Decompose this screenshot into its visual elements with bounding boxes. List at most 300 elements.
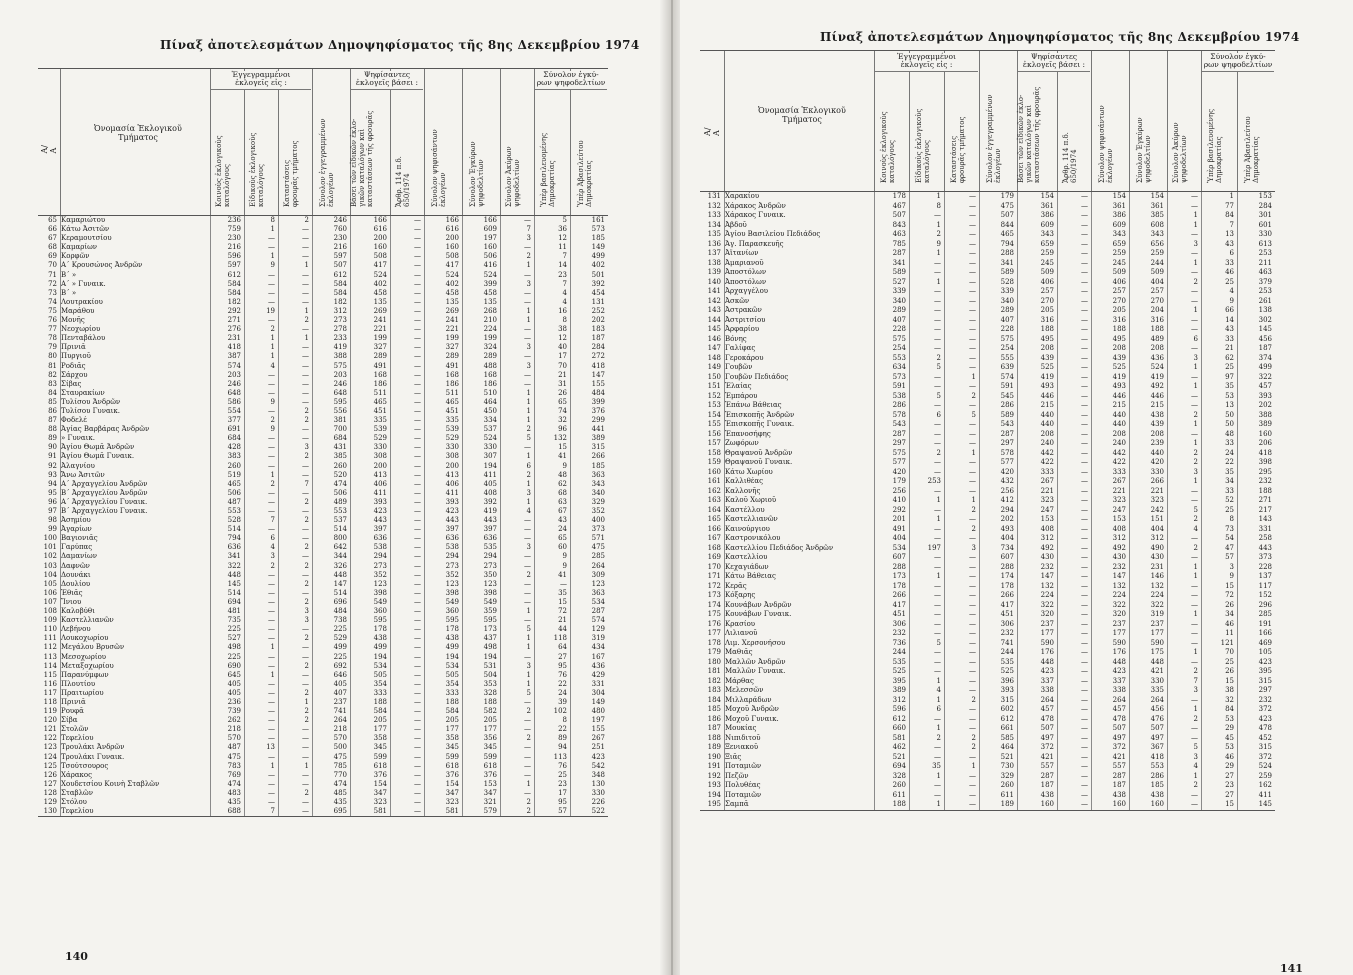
column-header-label: Σύνολον Ἐγκύρων ψηφοδελτίων (1136, 117, 1152, 183)
cell-value: 38 (558, 325, 567, 334)
table-header (700, 51, 1275, 192)
cell-value: 642 (333, 543, 347, 552)
cell-value: — (414, 497, 421, 506)
section-name: Τεφελίου (61, 807, 94, 816)
cell-value: 423 (1258, 657, 1272, 666)
cell-value: 485 (333, 788, 347, 797)
cell-value: — (1081, 192, 1088, 200)
cell-value: 504 (483, 670, 497, 679)
cell-value: 315 (591, 443, 605, 452)
cell-value: — (934, 467, 941, 476)
cell-value: 256 (892, 486, 906, 495)
cell-value: — (414, 488, 421, 497)
cell-value: 539 (373, 425, 387, 434)
cell-value: 221 (445, 325, 459, 334)
row-number: 164 (707, 505, 721, 514)
row-number: 193 (707, 781, 721, 789)
section-name: Παρανύμφων (61, 670, 109, 679)
cell-value: 495 (1040, 334, 1054, 343)
cell-value: 84 (1225, 211, 1234, 219)
row-number: 113 (43, 652, 57, 661)
cell-value: 507 (1150, 724, 1164, 732)
cell-value: 1 (526, 634, 531, 643)
column-header-c1 (874, 51, 910, 191)
section-name: Μελεσσῶν (725, 686, 764, 694)
cell-value: 3 (1193, 239, 1198, 248)
cell-value: 499 (1258, 363, 1272, 371)
table-row (700, 230, 1275, 240)
cell-value: 395 (892, 676, 906, 685)
cell-value: 194 (445, 652, 459, 661)
cell-value: 76 (558, 670, 567, 679)
cell-value: — (1081, 458, 1088, 466)
row-number: 71 (48, 270, 57, 279)
cell-value: 450 (483, 406, 497, 415)
cell-value: 639 (1000, 363, 1014, 371)
cell-value: 205 (373, 716, 387, 725)
cell-value: 534 (591, 597, 605, 606)
table-row (700, 781, 1275, 791)
cell-value: 1 (1193, 382, 1198, 390)
row-number: 93 (48, 470, 57, 479)
cell-value: 228 (1258, 562, 1272, 571)
cell-value: 253 (1258, 287, 1272, 295)
cell-value: 145 (1258, 325, 1272, 333)
cell-value: 273 (373, 561, 387, 570)
row-number: 104 (43, 570, 57, 579)
row-number: 158 (707, 448, 721, 457)
cell-value: 269 (373, 306, 387, 315)
cell-value: — (1081, 790, 1088, 799)
cell-value: 267 (1040, 477, 1054, 485)
cell-value: 579 (483, 807, 497, 816)
cell-value: — (969, 306, 976, 314)
cell-value: 258 (1258, 534, 1272, 542)
table-row (38, 280, 608, 289)
cell-value: — (524, 270, 531, 279)
cell-value: 259 (1040, 249, 1054, 257)
cell-value: 345 (445, 743, 459, 752)
cell-value: 553 (1150, 762, 1164, 770)
cell-value: 372 (1112, 743, 1126, 751)
cell-value: 40 (558, 343, 567, 352)
cell-value: 527 (892, 277, 906, 286)
cell-value: 9 (562, 461, 567, 470)
cell-value: — (1081, 657, 1088, 666)
cell-value: 1 (526, 607, 531, 616)
cell-value: 1 (1193, 562, 1198, 571)
table-row (38, 443, 608, 452)
cell-value: 287 (1040, 771, 1054, 780)
cell-value: 358 (373, 734, 387, 743)
section-name: Καστελλίου (725, 553, 768, 561)
cell-value: 5 (936, 391, 941, 400)
table-row (38, 707, 608, 716)
cell-value: — (969, 724, 976, 732)
cell-value: 352 (373, 570, 387, 579)
row-number: 73 (48, 288, 57, 297)
cell-value: — (268, 770, 275, 779)
cell-value: 417 (445, 261, 459, 270)
row-number: 92 (48, 461, 57, 470)
cell-value: 498 (483, 643, 497, 652)
cell-value: — (302, 343, 309, 352)
row-number: 140 (707, 277, 721, 286)
section-name: Πρινιᾶ (61, 697, 86, 706)
cell-value: 406 (1040, 277, 1054, 286)
section-name: Τρουλάκι Γυναικ. (61, 752, 125, 761)
cell-value: 12 (558, 334, 567, 343)
cell-value: 228 (892, 325, 906, 333)
cell-value: 48 (1225, 429, 1234, 438)
row-number: 185 (707, 705, 721, 713)
cell-value: 24 (558, 688, 567, 697)
row-number: 96 (48, 497, 57, 506)
cell-value: 285 (1258, 610, 1272, 618)
row-number: 106 (43, 588, 57, 597)
cell-value: — (268, 716, 275, 725)
cell-value: 237 (333, 697, 347, 706)
cell-value: 178 (892, 581, 906, 590)
cell-value: 411 (1258, 790, 1272, 799)
cell-value: 385 (333, 452, 347, 461)
cell-value: — (524, 352, 531, 361)
cell-value: — (1081, 239, 1088, 248)
cell-value: 39 (558, 697, 567, 706)
cell-value: 2 (526, 798, 531, 806)
cell-value: 509 (1040, 268, 1054, 276)
section-name: Ἐπισκοπῆς Ἀνδρῶν (725, 410, 795, 419)
cell-value: 153 (1258, 192, 1272, 200)
cell-value: 363 (591, 470, 605, 479)
cell-value: — (414, 397, 421, 406)
cell-value: — (268, 588, 275, 597)
table-row (38, 589, 608, 598)
cell-value: 475 (227, 752, 241, 761)
cell-value: 377 (227, 416, 241, 425)
cell-value: 187 (1040, 781, 1054, 789)
group-header: Σύνολον ἐγκύ- ρων ψηφοδελτίων (535, 71, 607, 90)
cell-value: — (268, 625, 275, 634)
cell-value: — (1191, 391, 1198, 400)
cell-value: 435 (333, 798, 347, 806)
cell-value: — (302, 370, 309, 379)
cell-value: 458 (483, 288, 497, 297)
cell-value: 2 (971, 695, 976, 704)
cell-value: 584 (333, 288, 347, 297)
cell-value: 352 (591, 507, 605, 515)
table-row (38, 725, 608, 734)
cell-value: 404 (892, 534, 906, 542)
cell-value: 591 (1000, 382, 1014, 390)
cell-value: — (969, 591, 976, 599)
section-name: Α΄ Ἀρχαγγελίου Γυναικ. (61, 497, 148, 506)
cell-value: 84 (1225, 705, 1234, 713)
table-row (700, 601, 1275, 611)
cell-value: 15 (558, 443, 567, 452)
cell-value: 143 (1258, 515, 1272, 523)
cell-value: 1 (1193, 306, 1198, 314)
cell-value: 14 (558, 261, 567, 270)
cell-value: 739 (227, 707, 241, 716)
cell-value: 188 (1150, 325, 1164, 333)
cell-value: 590 (1150, 638, 1164, 647)
cell-value: — (302, 488, 309, 497)
cell-value: 4 (270, 361, 275, 370)
cell-value: 264 (1112, 695, 1126, 704)
cell-value: — (414, 807, 421, 816)
cell-value: 306 (892, 619, 906, 628)
cell-value: 3 (1193, 686, 1198, 694)
cell-value: 6 (270, 534, 275, 543)
cell-value: 273 (483, 561, 497, 570)
cell-value: 524 (483, 434, 497, 443)
cell-value: 2 (971, 733, 976, 742)
cell-value: 354 (445, 679, 459, 688)
cell-value: 585 (1000, 733, 1014, 742)
cell-value: 6 (1193, 334, 1198, 343)
table-row (700, 715, 1275, 725)
cell-value: — (1081, 714, 1088, 723)
cell-value: 1 (1193, 610, 1198, 618)
cell-value: 1 (936, 192, 941, 200)
cell-value: 294 (483, 552, 497, 561)
row-number: 120 (43, 716, 57, 725)
cell-value: 330 (483, 443, 497, 452)
cell-value: — (524, 725, 531, 734)
cell-value: 266 (591, 452, 605, 461)
cell-value: — (414, 534, 421, 543)
cell-value: 528 (1000, 277, 1014, 286)
cell-value: 1 (526, 497, 531, 506)
cell-value: 194 (373, 652, 387, 661)
section-name: » Γυναικ. (61, 434, 95, 443)
cell-value: 2 (936, 733, 941, 742)
cell-value: 405 (483, 479, 497, 488)
table-row (700, 506, 1275, 516)
row-number: 85 (48, 397, 57, 406)
cell-value: 408 (1112, 524, 1126, 533)
cell-value: 183 (591, 325, 605, 334)
cell-value: — (934, 334, 941, 343)
cell-value: 32 (558, 416, 567, 425)
table-row (38, 525, 608, 534)
cell-value: 135 (445, 297, 459, 306)
row-number: 116 (43, 679, 57, 688)
column-header-label: Κοινοὺς ἐκλογικοὺς καταλόγους (879, 111, 896, 183)
cell-value: 269 (445, 306, 459, 315)
cell-value: 2 (1193, 543, 1198, 552)
row-number: 141 (707, 287, 721, 295)
cell-value: — (302, 470, 309, 479)
cell-value: 284 (591, 343, 605, 352)
cell-value: — (1191, 800, 1198, 808)
table-row (700, 373, 1275, 383)
cell-value: 1 (526, 452, 531, 461)
cell-value: 123 (373, 579, 387, 588)
cell-value: 132 (1040, 581, 1054, 590)
cell-value: 60 (558, 543, 567, 552)
cell-value: — (934, 325, 941, 333)
cell-value: 422 (1040, 458, 1054, 466)
column-header-c10 (1201, 51, 1238, 191)
cell-value: 345 (373, 743, 387, 752)
section-name: Πλουτίου (61, 679, 96, 688)
column-header-c3 (278, 69, 313, 215)
section-name: Κόξαρης (725, 591, 756, 599)
section-name: Ἁγίας Βαρβάρας Ἀνδρῶν (61, 425, 150, 434)
cell-value: 1 (270, 670, 275, 679)
cell-value: — (414, 461, 421, 470)
cell-value: 386 (1040, 211, 1054, 219)
cell-value: 273 (333, 316, 347, 325)
cell-value: — (1081, 800, 1088, 808)
cell-value: 256 (1000, 486, 1014, 495)
cell-value: 149 (591, 697, 605, 706)
cell-value: 166 (1258, 629, 1272, 637)
cell-value: 398 (373, 588, 387, 597)
cell-value: — (414, 416, 421, 425)
section-name: Καλοβύθι (61, 607, 95, 616)
cell-value: — (969, 334, 976, 343)
cell-value: 389 (1258, 420, 1272, 428)
cell-value: 556 (333, 406, 347, 415)
column-header-c9 (1167, 51, 1202, 191)
cell-value: 188 (445, 697, 459, 706)
cell-value: 440 (1150, 448, 1164, 457)
cell-value: 458 (445, 288, 459, 297)
cell-value: 320 (1112, 610, 1126, 618)
cell-value: — (969, 486, 976, 495)
cell-value: 584 (333, 279, 347, 288)
cell-value: 525 (1112, 363, 1126, 371)
cell-value: 5 (526, 688, 531, 697)
table-row (38, 334, 608, 343)
row-number: 69 (48, 252, 57, 261)
section-name: Λιλιανοῦ (725, 629, 758, 637)
cell-value: — (969, 515, 976, 523)
cell-value: 465 (373, 397, 387, 406)
cell-value: 2 (526, 570, 531, 579)
cell-value: 22 (558, 725, 567, 734)
cell-value: 5 (936, 363, 941, 371)
cell-value: 1 (971, 372, 976, 381)
cell-value: 402 (591, 261, 605, 270)
cell-value: 205 (483, 716, 497, 725)
cell-value: 497 (1112, 733, 1126, 742)
cell-value: 2 (971, 743, 976, 751)
table-row (38, 498, 608, 507)
table-row (700, 297, 1275, 307)
cell-value: 244 (1000, 648, 1014, 656)
table-row (38, 452, 608, 461)
cell-value: — (302, 270, 309, 279)
cell-value: 2 (971, 505, 976, 514)
cell-value: 1 (526, 316, 531, 325)
cell-value: 636 (227, 543, 241, 552)
cell-value: 264 (1150, 695, 1164, 704)
cell-value: — (268, 443, 275, 452)
cell-value: — (1191, 268, 1198, 276)
cell-value: — (524, 243, 531, 252)
cell-value: 53 (1225, 714, 1234, 723)
cell-value: — (1081, 363, 1088, 371)
cell-value: 29 (1225, 762, 1234, 770)
cell-value: 312 (1040, 534, 1054, 542)
cell-value: 259 (1258, 771, 1272, 780)
cell-value: 271 (1258, 496, 1272, 504)
cell-value: 438 (1150, 410, 1164, 419)
cell-value: 508 (373, 252, 387, 261)
cell-value: 506 (227, 488, 241, 497)
row-number: 182 (707, 676, 721, 685)
column-header-c10 (534, 69, 571, 215)
cell-value: 489 (333, 497, 347, 506)
cell-value: — (524, 334, 531, 343)
cell-value: 660 (892, 724, 906, 732)
section-name: Κάτω Χωρίου (725, 467, 773, 476)
table-row (38, 252, 608, 261)
cell-value: 247 (1040, 505, 1054, 514)
cell-value: 573 (591, 225, 605, 234)
row-number: 178 (707, 638, 721, 647)
cell-value: 57 (1225, 553, 1234, 561)
section-name: Μαράθου (61, 306, 95, 315)
cell-value: 419 (333, 343, 347, 352)
cell-value: 407 (1000, 315, 1014, 324)
cell-value: — (302, 461, 309, 470)
cell-value: 361 (1040, 201, 1054, 210)
row-number: 156 (707, 429, 721, 438)
row-number: 163 (707, 496, 721, 504)
cell-value: — (934, 714, 941, 723)
cell-value: 549 (445, 597, 459, 606)
cell-value: 262 (227, 716, 241, 725)
cell-value: — (524, 216, 531, 224)
row-number: 97 (48, 507, 57, 515)
table-row (38, 243, 608, 252)
cell-value: 32 (1225, 695, 1234, 704)
cell-value: 189 (1000, 800, 1014, 808)
cell-value: — (1081, 553, 1088, 561)
cell-value: 7 (1193, 676, 1198, 685)
table-row (38, 543, 608, 552)
cell-value: 423 (1258, 714, 1272, 723)
cell-value: — (969, 201, 976, 210)
cell-value: 206 (1258, 439, 1272, 447)
cell-value: 27 (1225, 771, 1234, 780)
cell-value: 379 (1258, 277, 1272, 286)
cell-value: — (524, 325, 531, 334)
cell-value: 188 (1112, 325, 1126, 333)
cell-value: 404 (1150, 524, 1164, 533)
cell-value: 74 (558, 406, 567, 415)
cell-value: — (414, 716, 421, 725)
cell-value: — (1191, 629, 1198, 637)
cell-value: 217 (1258, 505, 1272, 514)
cell-value: 309 (591, 570, 605, 579)
cell-value: — (524, 534, 531, 543)
row-number: 170 (707, 562, 721, 571)
cell-value: 8 (1229, 515, 1234, 523)
cell-value: 534 (373, 661, 387, 670)
row-number: 65 (48, 216, 57, 224)
cell-value: 491 (892, 524, 906, 533)
cell-value: 443 (445, 516, 459, 525)
cell-value: — (934, 781, 941, 789)
cell-value: 160 (373, 243, 387, 252)
cell-value: 1 (526, 416, 531, 425)
